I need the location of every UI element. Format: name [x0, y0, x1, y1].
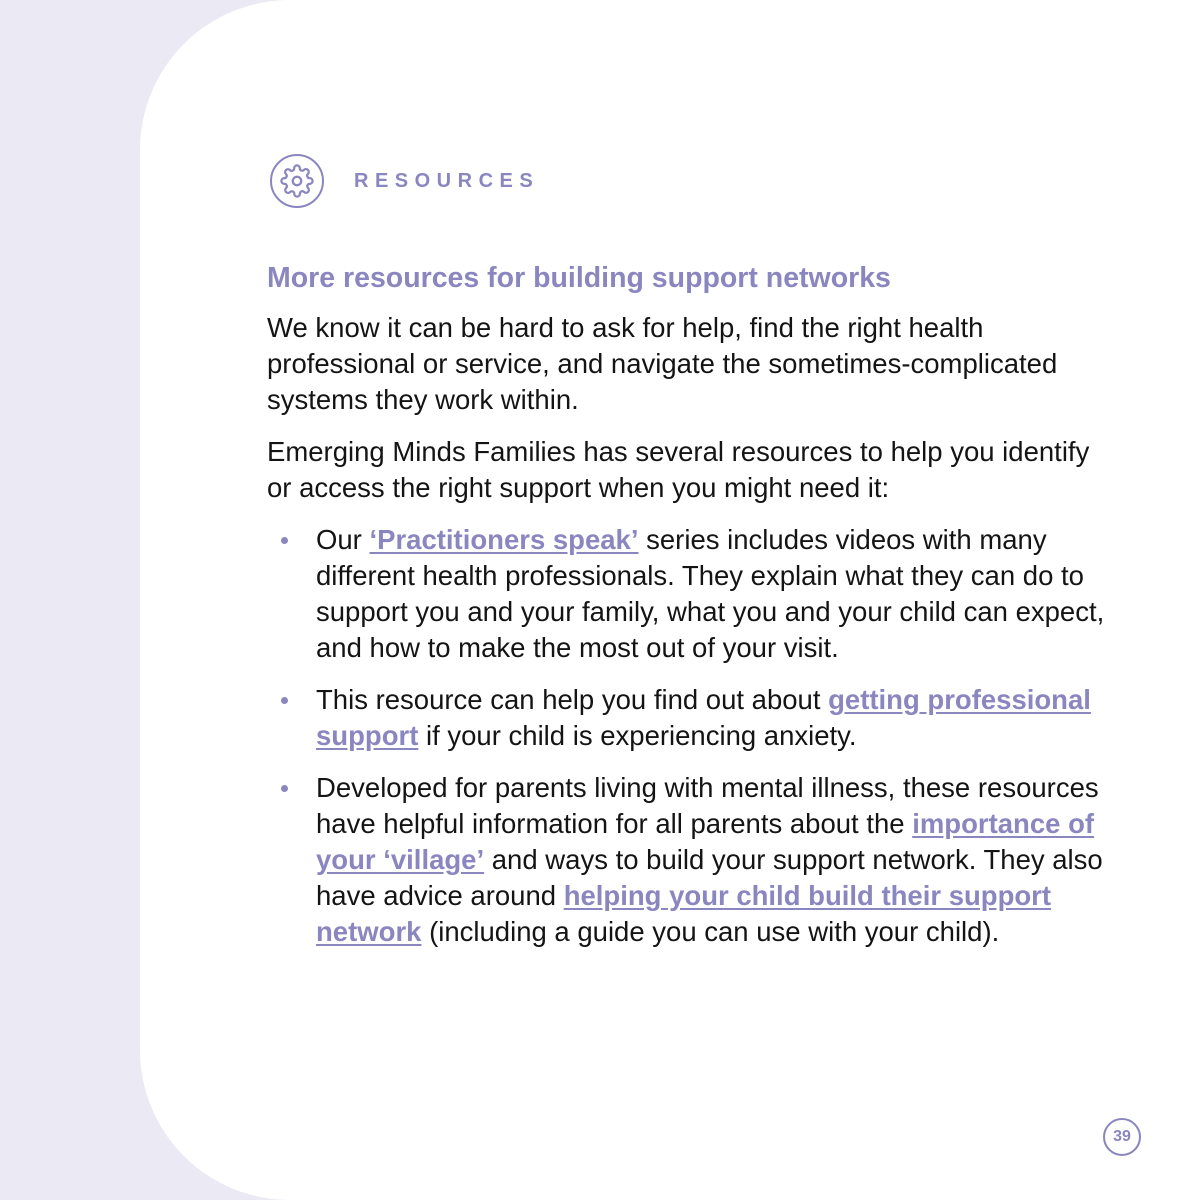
list-item [267, 522, 1107, 666]
bullet-text: if your child is experiencing anxiety. [418, 720, 857, 751]
bullet-text: and ways to build your support network. They also have advice around [316, 844, 1103, 911]
bullet-text: Our [316, 524, 370, 555]
resources-paragraph: Emerging Minds Families has several resources to help you identify or access the right support when you might need it: [267, 436, 1090, 503]
professional-support-link[interactable]: getting professional support [316, 684, 1091, 751]
bullet-dot [281, 697, 288, 704]
bullet-text: series includes videos with many different health professionals. They explain what they can do to support you and your family, what you and your child can expect, and how to make the most out of your visit. [316, 524, 1105, 663]
list-item [267, 770, 1107, 950]
support-network-link[interactable]: helping your child build their support network [316, 880, 1052, 947]
list-item [267, 682, 1107, 754]
section-label: RESOURCES [354, 169, 540, 192]
bullet-text: This resource can help you find out about [316, 684, 829, 715]
page-number: 39 [1103, 1118, 1141, 1156]
bullet-text: Developed for parents living with mental illness, these resources have helpful information for all parents about the [316, 772, 1099, 839]
village-link[interactable]: importance of your ‘village’ [316, 808, 1095, 875]
gear-icon [270, 154, 324, 208]
main-content [267, 258, 1107, 966]
intro-paragraph: We know it can be hard to ask for help, find the right health professional or service, and navigate the sometimes-complicated systems they work within. [267, 312, 1058, 415]
bullet-dot [281, 537, 288, 544]
section-heading: More resources for building support networks [267, 262, 891, 294]
bullet-text: (including a guide you can use with your child). [421, 916, 1000, 947]
practitioners-speak-link[interactable]: ‘Practitioners speak’ [369, 524, 639, 555]
resource-list [267, 522, 1107, 950]
section-header [270, 154, 539, 208]
bullet-dot [281, 785, 288, 792]
